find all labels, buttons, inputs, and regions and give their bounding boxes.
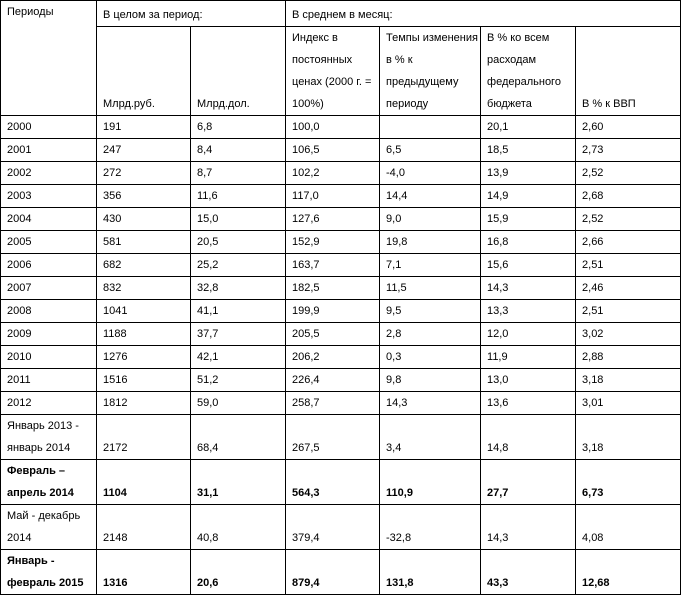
cell-index: 206,2 bbox=[286, 346, 380, 369]
table-row bbox=[1, 550, 681, 595]
table-row bbox=[1, 185, 681, 208]
cell-pct-gdp: 2,51 bbox=[576, 254, 681, 277]
cell-pct-gdp: 6,73 bbox=[576, 460, 681, 505]
header-bln-usd: Млрд.дол. bbox=[191, 27, 286, 116]
cell-pct-gdp: 2,51 bbox=[576, 300, 681, 323]
cell-pct-gdp: 4,08 bbox=[576, 505, 681, 550]
cell-period: Январь 2013 - январь 2014 bbox=[1, 415, 97, 460]
cell-bln-rub: 430 bbox=[97, 208, 191, 231]
table-row bbox=[1, 116, 681, 139]
cell-growth: 131,8 bbox=[380, 550, 481, 595]
cell-pct-budget: 14,9 bbox=[481, 185, 576, 208]
cell-bln-usd: 31,1 bbox=[191, 460, 286, 505]
table-row bbox=[1, 231, 681, 254]
cell-period: 2003 bbox=[1, 185, 97, 208]
table-row bbox=[1, 208, 681, 231]
cell-period: 2007 bbox=[1, 277, 97, 300]
cell-period: 2008 bbox=[1, 300, 97, 323]
cell-growth: 6,5 bbox=[380, 139, 481, 162]
cell-pct-gdp: 3,18 bbox=[576, 415, 681, 460]
table-row bbox=[1, 139, 681, 162]
cell-bln-usd: 20,6 bbox=[191, 550, 286, 595]
cell-pct-budget: 18,5 bbox=[481, 139, 576, 162]
header-whole-period: В целом за период: bbox=[97, 1, 286, 27]
cell-period: 2006 bbox=[1, 254, 97, 277]
cell-pct-gdp: 2,68 bbox=[576, 185, 681, 208]
cell-period: Май - декабрь 2014 bbox=[1, 505, 97, 550]
header-index: Индекс в постоянных ценах (2000 г. = 100%) bbox=[286, 27, 380, 116]
cell-bln-usd: 8,4 bbox=[191, 139, 286, 162]
cell-pct-budget: 43,3 bbox=[481, 550, 576, 595]
cell-growth: 11,5 bbox=[380, 277, 481, 300]
cell-pct-gdp: 3,18 bbox=[576, 369, 681, 392]
cell-bln-usd: 37,7 bbox=[191, 323, 286, 346]
cell-bln-rub: 272 bbox=[97, 162, 191, 185]
cell-bln-usd: 40,8 bbox=[191, 505, 286, 550]
table-row bbox=[1, 300, 681, 323]
cell-period: 2010 bbox=[1, 346, 97, 369]
cell-bln-usd: 32,8 bbox=[191, 277, 286, 300]
cell-growth: 14,4 bbox=[380, 185, 481, 208]
cell-growth: 110,9 bbox=[380, 460, 481, 505]
cell-bln-rub: 1516 bbox=[97, 369, 191, 392]
cell-period: 2002 bbox=[1, 162, 97, 185]
cell-pct-budget: 12,0 bbox=[481, 323, 576, 346]
cell-index: 127,6 bbox=[286, 208, 380, 231]
cell-bln-usd: 11,6 bbox=[191, 185, 286, 208]
cell-pct-gdp: 3,01 bbox=[576, 392, 681, 415]
header-pct-gdp: В % к ВВП bbox=[576, 27, 681, 116]
cell-pct-budget: 13,6 bbox=[481, 392, 576, 415]
cell-bln-usd: 8,7 bbox=[191, 162, 286, 185]
cell-bln-rub: 191 bbox=[97, 116, 191, 139]
table-row bbox=[1, 460, 681, 505]
cell-growth: 9,8 bbox=[380, 369, 481, 392]
cell-bln-usd: 51,2 bbox=[191, 369, 286, 392]
cell-index: 163,7 bbox=[286, 254, 380, 277]
header-row-2 bbox=[1, 27, 681, 116]
cell-pct-budget: 14,8 bbox=[481, 415, 576, 460]
cell-bln-usd: 6,8 bbox=[191, 116, 286, 139]
table-row bbox=[1, 162, 681, 185]
cell-bln-rub: 1276 bbox=[97, 346, 191, 369]
cell-bln-usd: 41,1 bbox=[191, 300, 286, 323]
cell-bln-rub: 1104 bbox=[97, 460, 191, 505]
header-growth: Темпы изменения в % к предыдущему периоду bbox=[380, 27, 481, 116]
cell-bln-usd: 59,0 bbox=[191, 392, 286, 415]
cell-index: 182,5 bbox=[286, 277, 380, 300]
cell-pct-gdp: 3,02 bbox=[576, 323, 681, 346]
table-row bbox=[1, 505, 681, 550]
cell-growth: 7,1 bbox=[380, 254, 481, 277]
cell-period: 2011 bbox=[1, 369, 97, 392]
cell-index: 226,4 bbox=[286, 369, 380, 392]
cell-period: 2000 bbox=[1, 116, 97, 139]
cell-pct-gdp: 2,52 bbox=[576, 208, 681, 231]
cell-pct-gdp: 2,88 bbox=[576, 346, 681, 369]
table-row bbox=[1, 323, 681, 346]
cell-index: 117,0 bbox=[286, 185, 380, 208]
cell-pct-budget: 14,3 bbox=[481, 505, 576, 550]
cell-index: 106,5 bbox=[286, 139, 380, 162]
cell-pct-budget: 13,0 bbox=[481, 369, 576, 392]
cell-pct-gdp: 2,60 bbox=[576, 116, 681, 139]
cell-pct-budget: 16,8 bbox=[481, 231, 576, 254]
cell-bln-rub: 581 bbox=[97, 231, 191, 254]
header-bln-rub: Млрд.руб. bbox=[97, 27, 191, 116]
cell-pct-budget: 13,9 bbox=[481, 162, 576, 185]
table-body bbox=[1, 116, 681, 595]
cell-period: 2009 bbox=[1, 323, 97, 346]
cell-bln-rub: 2148 bbox=[97, 505, 191, 550]
header-row-1 bbox=[1, 1, 681, 27]
header-pct-budget: В % ко всем расходам федерального бюджета bbox=[481, 27, 576, 116]
cell-period: Февраль – апрель 2014 bbox=[1, 460, 97, 505]
cell-index: 100,0 bbox=[286, 116, 380, 139]
table-row bbox=[1, 254, 681, 277]
cell-pct-budget: 15,6 bbox=[481, 254, 576, 277]
table-row bbox=[1, 415, 681, 460]
cell-period: 2012 bbox=[1, 392, 97, 415]
cell-period: Январь - февраль 2015 bbox=[1, 550, 97, 595]
cell-bln-rub: 1041 bbox=[97, 300, 191, 323]
cell-period: 2005 bbox=[1, 231, 97, 254]
cell-pct-gdp: 2,73 bbox=[576, 139, 681, 162]
cell-pct-budget: 11,9 bbox=[481, 346, 576, 369]
cell-index: 879,4 bbox=[286, 550, 380, 595]
cell-bln-rub: 2172 bbox=[97, 415, 191, 460]
cell-pct-budget: 13,3 bbox=[481, 300, 576, 323]
cell-pct-gdp: 2,46 bbox=[576, 277, 681, 300]
cell-index: 258,7 bbox=[286, 392, 380, 415]
cell-growth: 2,8 bbox=[380, 323, 481, 346]
cell-index: 564,3 bbox=[286, 460, 380, 505]
cell-bln-usd: 68,4 bbox=[191, 415, 286, 460]
cell-index: 267,5 bbox=[286, 415, 380, 460]
cell-bln-usd: 15,0 bbox=[191, 208, 286, 231]
cell-growth: 9,5 bbox=[380, 300, 481, 323]
cell-bln-usd: 25,2 bbox=[191, 254, 286, 277]
table-row bbox=[1, 277, 681, 300]
table-row bbox=[1, 392, 681, 415]
cell-bln-rub: 356 bbox=[97, 185, 191, 208]
table-row bbox=[1, 369, 681, 392]
cell-pct-budget: 14,3 bbox=[481, 277, 576, 300]
cell-index: 379,4 bbox=[286, 505, 380, 550]
cell-growth bbox=[380, 116, 481, 139]
cell-growth: 3,4 bbox=[380, 415, 481, 460]
cell-period: 2004 bbox=[1, 208, 97, 231]
cell-bln-rub: 247 bbox=[97, 139, 191, 162]
cell-growth: -4,0 bbox=[380, 162, 481, 185]
cell-index: 102,2 bbox=[286, 162, 380, 185]
cell-index: 199,9 bbox=[286, 300, 380, 323]
header-periods: Периоды bbox=[1, 1, 97, 116]
cell-pct-gdp: 2,52 bbox=[576, 162, 681, 185]
table-row bbox=[1, 346, 681, 369]
cell-growth: -32,8 bbox=[380, 505, 481, 550]
cell-bln-rub: 1316 bbox=[97, 550, 191, 595]
cell-period: 2001 bbox=[1, 139, 97, 162]
cell-bln-rub: 682 bbox=[97, 254, 191, 277]
cell-pct-budget: 15,9 bbox=[481, 208, 576, 231]
cell-pct-budget: 20,1 bbox=[481, 116, 576, 139]
cell-pct-gdp: 2,66 bbox=[576, 231, 681, 254]
cell-index: 152,9 bbox=[286, 231, 380, 254]
cell-bln-usd: 42,1 bbox=[191, 346, 286, 369]
cell-bln-rub: 1812 bbox=[97, 392, 191, 415]
cell-index: 205,5 bbox=[286, 323, 380, 346]
cell-bln-usd: 20,5 bbox=[191, 231, 286, 254]
cell-growth: 0,3 bbox=[380, 346, 481, 369]
cell-growth: 14,3 bbox=[380, 392, 481, 415]
cell-growth: 9,0 bbox=[380, 208, 481, 231]
header-monthly-average: В среднем в месяц: bbox=[286, 1, 681, 27]
cell-growth: 19,8 bbox=[380, 231, 481, 254]
cell-pct-budget: 27,7 bbox=[481, 460, 576, 505]
cell-pct-gdp: 12,68 bbox=[576, 550, 681, 595]
cell-bln-rub: 1188 bbox=[97, 323, 191, 346]
cell-bln-rub: 832 bbox=[97, 277, 191, 300]
